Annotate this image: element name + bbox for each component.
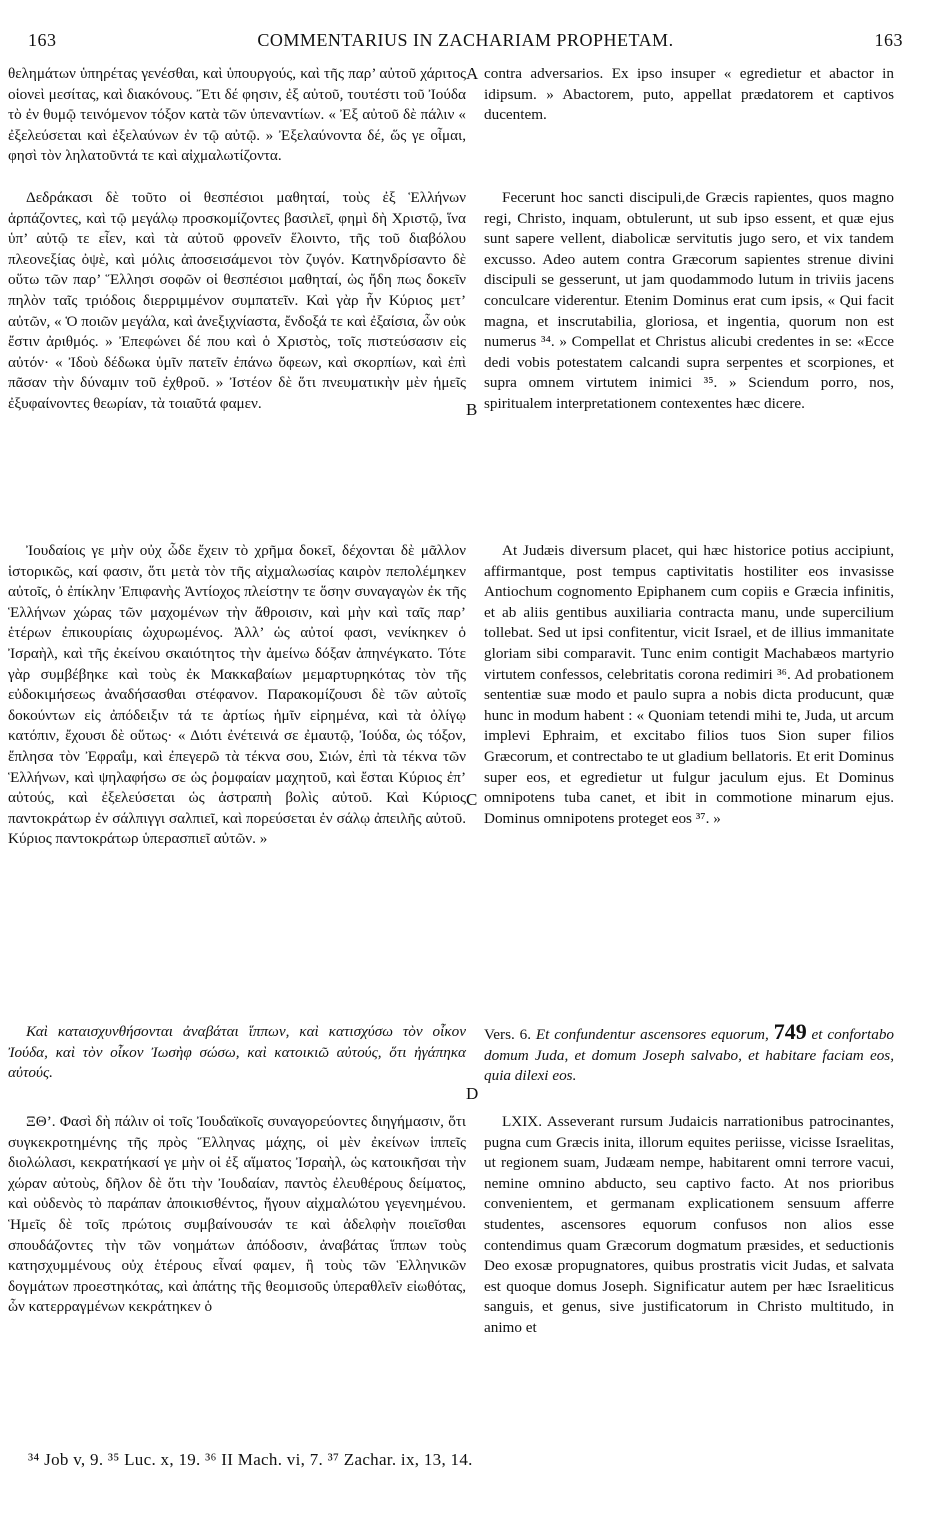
verse-label: Vers. 6. (484, 1026, 532, 1043)
greek-paragraph-2: Δεδράκασι δὲ τοῦτο οἱ θεσπέσιοι μαθηταί, τοὺς ἐξ Ἑλλήνων ἁρπάζοντες, καὶ τῷ μεγάλῳ προσκομίζοντες βασιλεῖ, φημὶ δὴ Χριστῷ, ἵνα ὑπ’ αὐτῷ τε εἶεν, καὶ τὰ αὐτοῦ φρονεῖν ἕλοιντο, τῆς τοῦ διαβόλου πλεονεξίας ὀψὲ, καὶ μόλις ἀποσεισάμενοι τὸν ζυγόν. Κατηνδρίσαντο δὲ οὕτω τῶν παρ’ Ἕλλησι σοφῶν οἱ θεσπέσιοι μαθηταί, ὡς ἤδη πως δοκεῖν πηλὸν ταῖς τριόδοις διερριμμένον συμπατεῖν. Καὶ γὰρ ἦν Κύριος μετ’ αὐτῶν, « Ὁ ποιῶν μεγάλα, καὶ ἀνεξιχνίαστα, ἔνδοξά τε καὶ ἐξαίσια, ὧν οὐκ ἔστιν ἀριθμός. » Ἐπεφώνει δέ που καὶ ὁ Χριστὸς, τοῖς πιστεύσασιν εἰς αὐτόν· « Ἰδοὺ δέδωκα ὑμῖν πατεῖν ἐπάνω ὄφεων, καὶ σκορπίων, καὶ ἐπὶ πᾶσαν τὴν δύναμιν τοῦ ἐχθροῦ. » Ἰστέον δὲ ὅτι πνευματικὴν μὲν ἡμεῖς ἐξυφαίνοντες θεωρίαν, τὰ τοιαῦτά φαμεν. (8, 189, 466, 412)
greek-paragraph-3: Ἰουδαίοις γε μὴν οὐχ ὧδε ἔχειν τὸ χρῆμα δοκεῖ, δέχονται δὲ μᾶλλον ἱστορικῶς, καί φασιν, ὅτι μετὰ τὸν τῆς αἰχμαλωσίας καιρὸν πεπολέμηκεν αὐτοῖς, ὁ ἐπίκλην Ἐπιφανὴς Ἀντίοχος πλείστην τε ὅσην συναγαγὼν ἐκ τῆς Ἑλλήνων χώρας τῶν μαχομένων τὴν ἄθροισιν, καὶ μὴν καὶ ταῖς παρ’ ἑτέρων ἐπικουρίαις ὠχυρωμένος. Ἀλλ’ ὡς αὐτοί φασι, νενίκηκεν ὁ Ἰσραὴλ, καὶ τῆς ἐκείνου σκαιότητος τὴν ἀμείνω δόξαν ἀπηνέγκατο. Τότε γὰρ συμβέβηκε καὶ τοὺς ἐκ Μακκαβαίων μεμαρτυρηκότας τὸν τῆς εὐδοκιμήσεως ἀναδήσασθαι στέφανον. Παρακομίζουσι δὲ τῶν αὐτοῖς δοκούντων εἰς ἀπόδειξιν τά τε ἀρτίως ἡμῖν εἰρημένα, καὶ τὰ ὀλίγῳ κατόπιν, ἔχουσι δὲ οὕτως· « Διότι ἐνέτεινά σε ἐμαυτῷ, Ἰούδα, ὡς τόξον, ἔπλησα τὸν Ἐφραΐμ, καὶ ἐπεγερῶ τὰ τέκνα σου, Σιών, ἐπὶ τὰ τέκνα τῶν Ἑλλήνων, καὶ ψηλαφήσω σε ὡς ῥομφαίαν μαχητοῦ, καὶ ἔσται Κύριος ἐπ’ αὐτούς, καὶ ἐξελεύσεται ὡς ἀστραπὴ βολὶς αὐτοῦ. Καὶ Κύριος παντοκράτωρ ἐν σάλπιγγι σαλπιεῖ, καὶ πορεύσεται ἐν σάλῳ ἀπειλῆς αὐτοῦ. Κύριος παντοκράτωρ ὑπερασπιεῖ αὐτῶν. » (8, 542, 466, 848)
page-number-left: 163 (28, 30, 57, 50)
page-number-right: 163 (874, 30, 903, 50)
column-number: 749 (773, 1019, 807, 1044)
latin-verse (484, 1019, 895, 1087)
latin-paragraph-1: contra adversarios. Ex ipso insuper « egredietur et abactor in idipsum. » Abactorem, puto, appellat prædatorem et captivos ducentem. (484, 65, 894, 124)
latin-paragraph-3: At Judæis diversum placet, qui hæc historice potius accipiunt, affirmantque, post tempus captivitatis hostiliter eos invasisse Antiochum cognomento Epiphanem cum copiis e Græcia infinitis, et ab aliis gentibus auxiliaria contracta manu, unde supercilium tollebat. Sed ut ipsi confitentur, vicit Israel, et de illius immanitate gloriam sibi comparavit. Tunc enim contigit Machabæos martyrio virtutem confessos, celebritatis corona redimiri ³⁶. Ad probationem sententiæ suæ modo et paulo supra a nobis dicta producunt, quæ hunc in modum habent : « Quoniam tetendi mihi te, Juda, ut arcum implevi Ephraim, et excitabo filios tuos Sion super filios Græcorum, et contrectabo te ut gladium bellatoris. Et erit Dominus super eos, et egredietur ut fulgur jaculum ejus. Et Dominus omnipotens tuba canet, et ibit in commotione minarum ejus. Dominus omnipotens proteget eos ³⁷. » (484, 542, 894, 827)
greek-lemma: Καὶ καταισχυνθήσονται ἀναβάται ἵππων, καὶ κατισχύσω τὸν οἶκον Ἰούδα, καὶ τὸν οἶκον Ἰωσὴφ σώσω, καὶ κατοικιῶ αὐτούς, ὅτι ἠγάπηκα αὐτούς. (8, 1023, 466, 1082)
margin-letter-b: B (466, 400, 478, 419)
margin-letter-d: D (466, 1084, 479, 1103)
greek-paragraph-1: θελημάτων ὑπηρέτας γενέσθαι, καὶ ὑπουργούς, καὶ τῆς παρ’ αὐτοῦ χάριτος οἱονεὶ μεσίτας, καὶ διακόνους. Ἔτι δέ φησιν, ἐξ αὐτοῦ, τουτέστι τοῦ Ἰούδα τὸ ἐν θυμῷ τεινόμενον τόξον κατὰ τῶν ὑπεναντίων. « Ἐξ αὐτοῦ δὲ πάλιν « ἐξελεύσεται καὶ ἐξελαύνων ἐν τῷ αὐτῷ. » Ἐξελαύνοντα δέ, ὥς γε οἶμαι, φησὶ τὸν ληλατοῦντά τε καὶ αἰχμαλωτίζοντα. (8, 65, 466, 165)
margin-letter-c: C (466, 790, 478, 809)
greek-paragraph-4: ΞΘ’. Φασὶ δὴ πάλιν οἱ τοῖς Ἰουδαϊκοῖς συναγορεύοντες διηγήμασιν, ὅτι συγκεκροτημένης τῆς πρὸς Ἕλληνας μάχης, οἱ μὲν ἐκείνων ἱππεῖς διολώλασι, κεκρατήκασί γε μὴν οἱ ἐξ αἵματος Ἰσραὴλ, ὡς κατοικῆσαι τὴν χώραν αὐτοὺς, δῆλον δὲ ὅτι τὴν Ἰουδαίαν, παντὸς ἐλευθέρους δείματος, καὶ οὐδενὸς τὸ παράπαν ἀποικισθέντος, ἤγουν αἰχμαλώτου γεγενημένου. Ἡμεῖς δὲ τοῖς πρώτοις συμβαίνουσάν τε καὶ ἀδελφὴν ποιεῖσθαι σπουδάζοντες τὴν τῶν νοημάτων ἀπόδοσιν, ἀναβάτας ἵππων τοὺς κατησχυμμένους οὐχ ἑτέρους εἶναί φαμεν, ἢ τοὺς τῶν Ἑλληνικῶν δογμάτων προεστηκότας, καὶ ἀπάτης τῆς θεομισοῦς ὑπεραθλεῖν εἰωθότας, ὧν κατερραγμένων κεκράτηκεν ὁ (8, 1113, 466, 1316)
running-title: COMMENTARIUS IN ZACHARIAM PROPHETAM. (257, 30, 674, 50)
margin-letter-a: A (466, 64, 479, 83)
running-header (28, 30, 903, 56)
verse-text: Et confundentur ascensores equorum, (535, 1026, 769, 1043)
latin-paragraph-2: Fecerunt hoc sancti discipuli,de Græcis rapientes, quos magno regi, Christo, inquam, obtulerunt, ut sub ipso essent, et quæ ejus sunt sapere vellent, diabolicæ servitutis jugo sero, et vix tandem excusso. Adeo autem contra Græcorum sapientes strenue divini discipuli se gesserunt, ut jam quodammodo lutum in triviis jacens conculcare viderentur. Etenim Dominus erat cum ipsis, « Qui facit magna, et inscrutabilia, gloriosa, et ingentia, quorum non est numerus ³⁴. » Compellat et Christus alicubi credentes in se: «Ecce dedi vobis potestatem calcandi supra serpentes et scorpiones, et supra omnem virtutem inimici ³⁵. » Sciendum porro, nos, spiritualem interpretationem contexentes hæc dicere. (484, 189, 894, 412)
footnotes: ³⁴ Job v, 9. ³⁵ Luc. x, 19. ³⁶ II Mach. vi, 7. ³⁷ Zachar. ix, 13, 14. (28, 1450, 473, 1469)
verse-text-continued: et confortabo domum Juda, et domum Joseph salvabo, et habitare faciam eos, quia dilexi eos. (484, 1026, 895, 1085)
latin-paragraph-4: LXIX. Asseverant rursum Judaicis narrationibus patrocinantes, pugna cum Græcis inita, illorum equites periisse, vicisse Israelitas, ut regionem suam, Judæam nempe, habitarent omni terrore vacui, nemine omnino abducto, seu captivo facto. At nos prioribus convenientem, et germanam explicationem sensuum afferre studentes, ascensores equorum confusos non alios esse contendimus quam Græcorum dogmatum præsides, et seductionis Deo exosæ propugnatores, quibus prostratis vicit Judas, et salvata est quoque domus Joseph. Significatur autem per hæc Israeliticus sanguis, et genus, sive justificatorum in Christo multitudo, in animo et (484, 1113, 894, 1336)
